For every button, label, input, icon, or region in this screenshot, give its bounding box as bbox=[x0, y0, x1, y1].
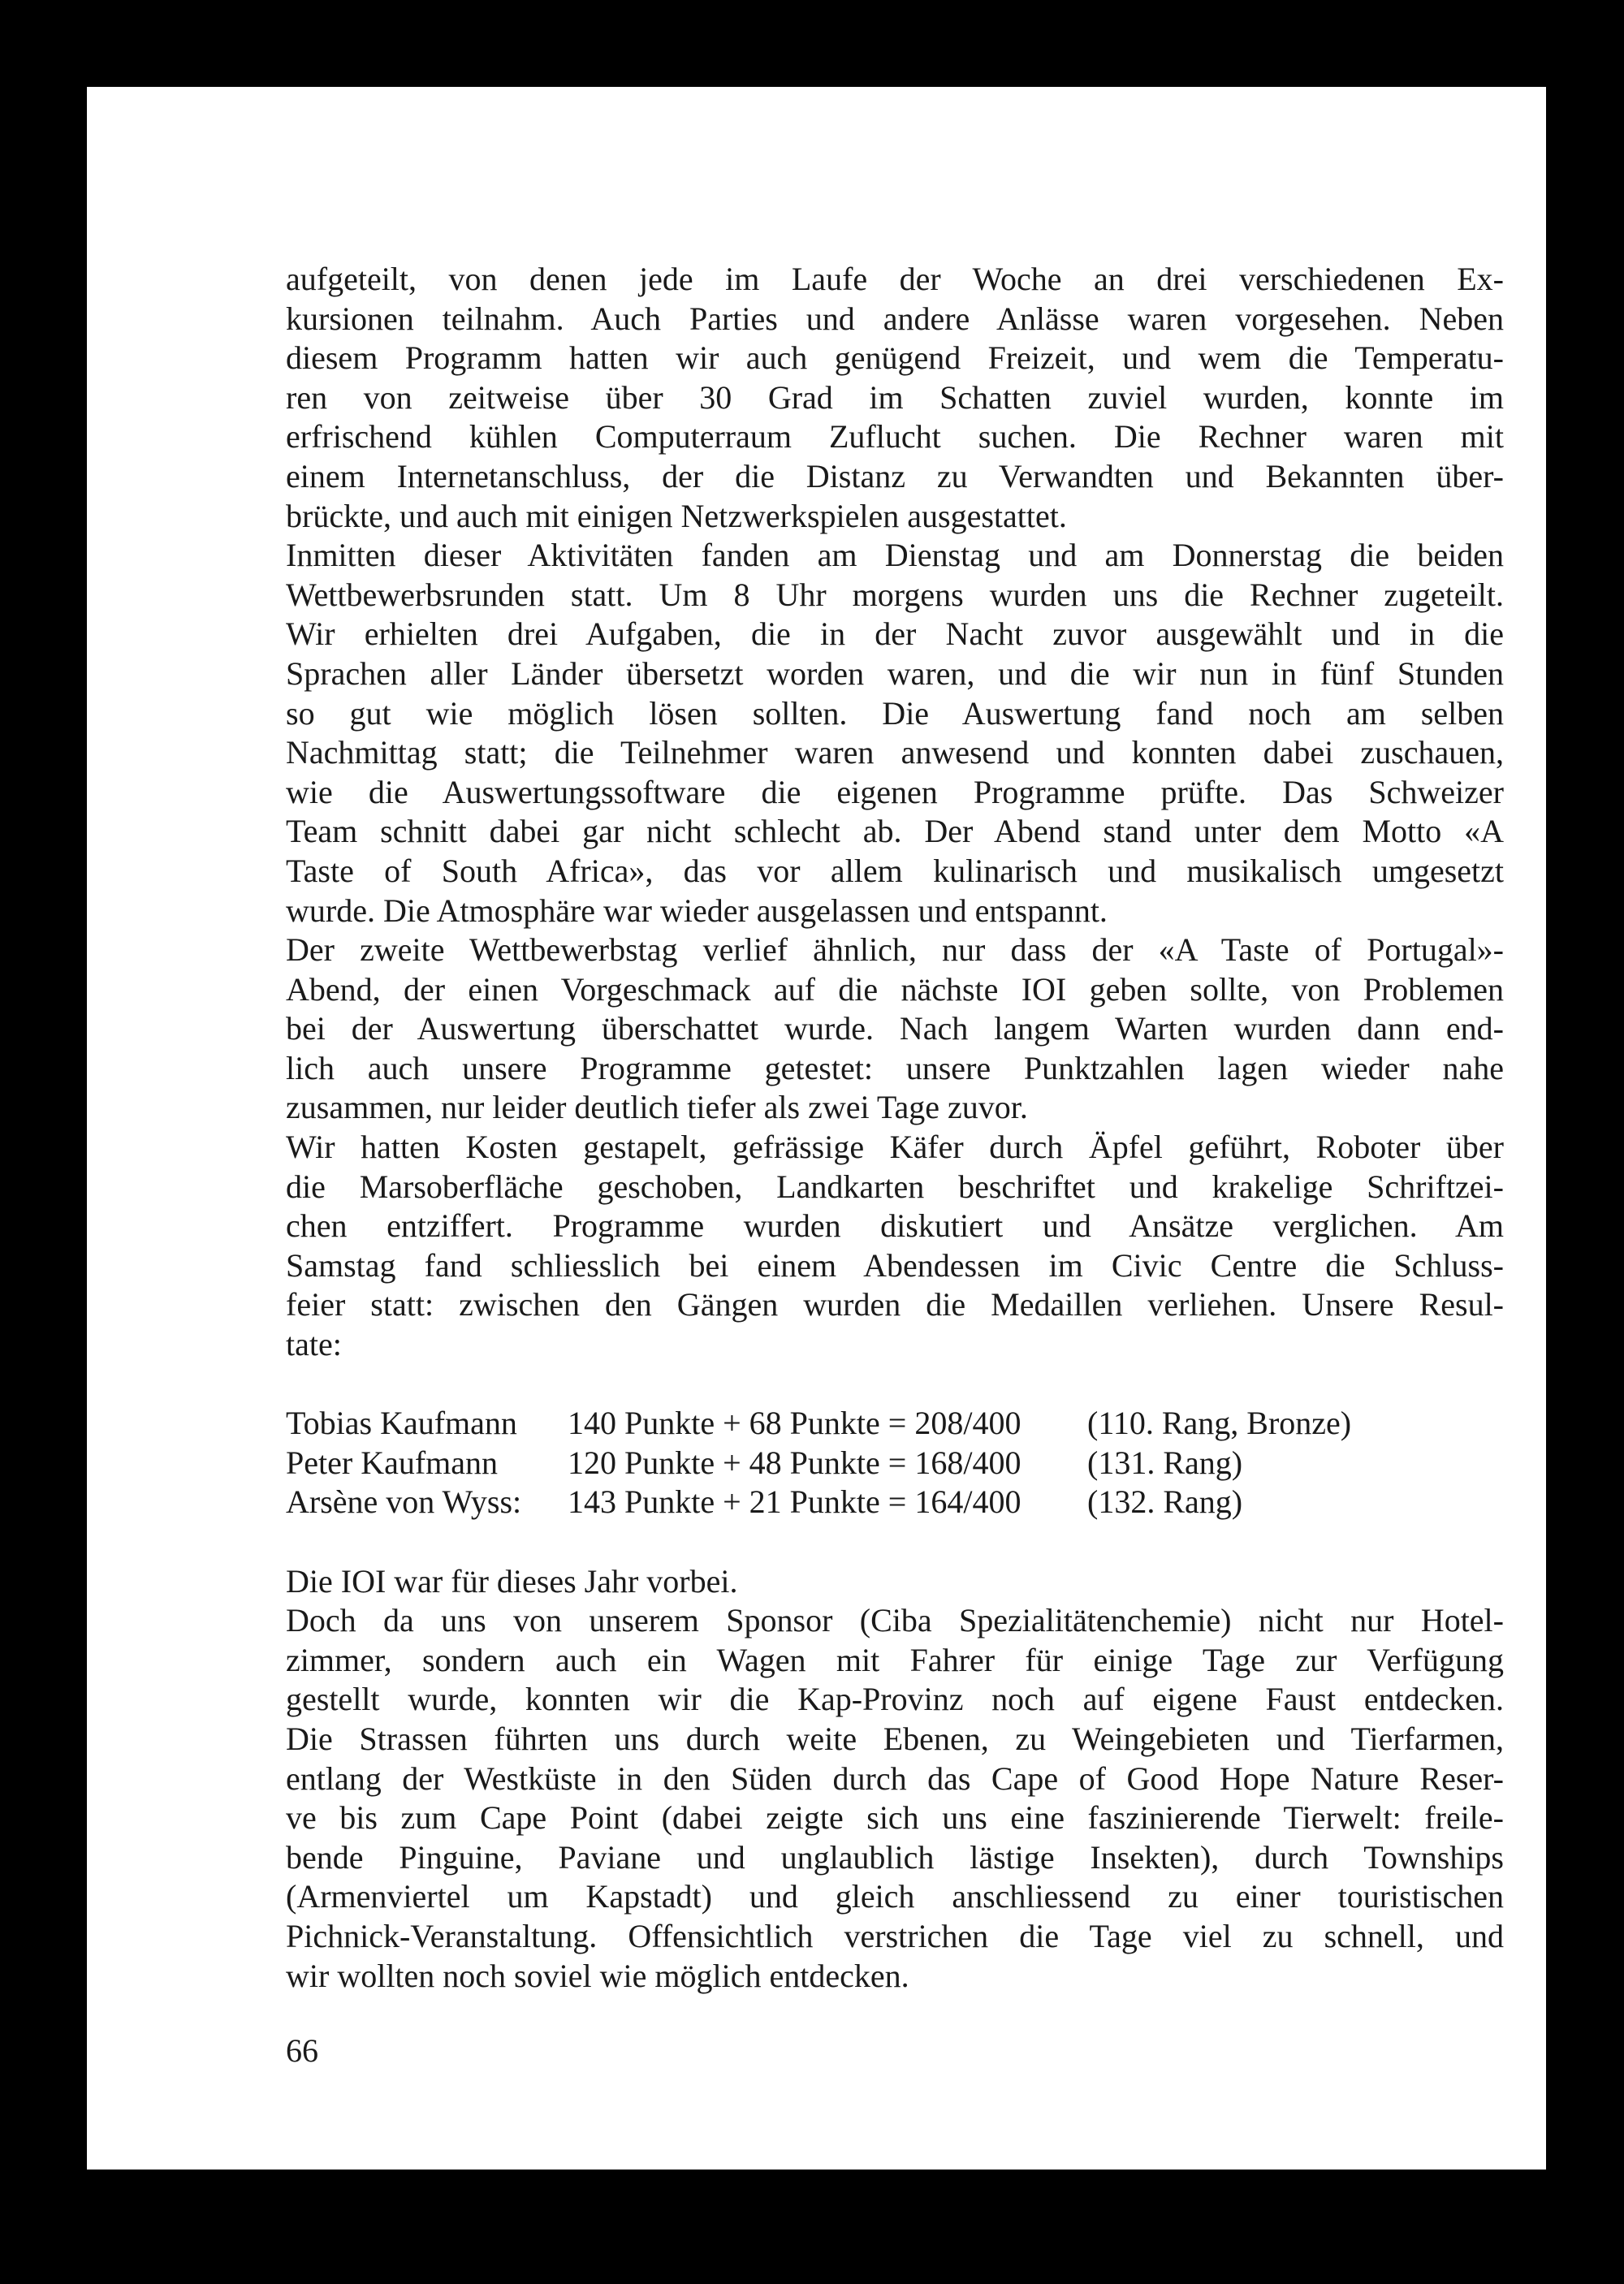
participant-name: Arsène von Wyss: bbox=[286, 1483, 522, 1521]
participant-points: 140 Punkte + 68 Punkte = 208/400 bbox=[568, 1405, 1021, 1442]
participant-name: Peter Kaufmann bbox=[286, 1444, 499, 1481]
blank-line bbox=[286, 1365, 1504, 1405]
participant-rank: (132. Rang) bbox=[1087, 1483, 1243, 1521]
text-line: ren von zeitweise über 30 Grad im Schatten zuviel wurden, konnte im bbox=[286, 378, 1504, 416]
text-line: Inmitten dieser Aktivitäten fanden am Dienstag und am Donnerstag die beiden bbox=[286, 537, 1504, 574]
text-line: Team schnitt dabei gar nicht schlecht ab. Der Abend stand unter dem Motto «A bbox=[286, 813, 1504, 850]
text-line: (Armenviertel um Kapstadt) und gleich anschliessend zu einer touristischen bbox=[286, 1878, 1504, 1915]
participant-rank: (110. Rang, Bronze) bbox=[1087, 1405, 1352, 1442]
participant-points: 120 Punkte + 48 Punkte = 168/400 bbox=[568, 1444, 1021, 1481]
result-row bbox=[286, 1444, 1504, 1483]
text-line: Wettbewerbsrunden statt. Um 8 Uhr morgens wurden uns die Rechner zugeteilt. bbox=[286, 576, 1504, 613]
text-line: tate: bbox=[286, 1326, 342, 1363]
paragraph-2 bbox=[286, 536, 1504, 930]
text-line: feier statt: zwischen den Gängen wurden die Medaillen verliehen. Unsere Resul- bbox=[286, 1286, 1504, 1323]
text-line: brückte, und auch mit einigen Netzwerkspielen ausgestattet. bbox=[286, 497, 1067, 534]
result-row bbox=[286, 1404, 1504, 1444]
text-line: zimmer, sondern auch ein Wagen mit Fahrer für einige Tage zur Verfügung bbox=[286, 1641, 1504, 1678]
text-line: bei der Auswertung überschattet wurde. Nach langem Warten wurden dann end- bbox=[286, 1010, 1504, 1047]
text-line: entlang der Westküste in den Süden durch das Cape of Good Hope Nature Reser- bbox=[286, 1759, 1504, 1797]
text-line: Die Strassen führten uns durch weite Ebenen, zu Weingebieten und Tierfarmen, bbox=[286, 1720, 1504, 1757]
text-line: diesem Programm hatten wir auch genügend Freizeit, und wem die Temperatu- bbox=[286, 339, 1504, 377]
text-line: Wir erhielten drei Aufgaben, die in der Nacht zuvor ausgewählt und in die bbox=[286, 615, 1504, 653]
page-body bbox=[286, 260, 1504, 1996]
text-line: Der zweite Wettbewerbstag verlief ähnlich, nur dass der «A Taste of Portugal»- bbox=[286, 931, 1504, 969]
text-line: Wir hatten Kosten gestapelt, gefrässige Käfer durch Äpfel geführt, Roboter über bbox=[286, 1129, 1504, 1166]
text-line: einem Internetanschluss, der die Distanz zu Verwandten und Bekannten über- bbox=[286, 457, 1504, 494]
text-line: wie die Auswertungssoftware die eigenen Programme prüfte. Das Schweizer bbox=[286, 773, 1504, 810]
text-line: wir wollten noch soviel wie möglich entdecken. bbox=[286, 1957, 909, 1994]
text-line: erfrischend kühlen Computerraum Zuflucht suchen. Die Rechner waren mit bbox=[286, 418, 1504, 456]
text-line: Die IOI war für dieses Jahr vorbei. bbox=[286, 1562, 738, 1600]
paragraph-4 bbox=[286, 1128, 1504, 1365]
text-line: Doch da uns von unserem Sponsor (Ciba Spezialitätenchemie) nicht nur Hotel- bbox=[286, 1602, 1504, 1639]
text-line: Pichnick-Veranstaltung. Offensichtlich verstrichen die Tage viel zu schnell, und bbox=[286, 1917, 1504, 1954]
text-line: aufgeteilt, von denen jede im Laufe der Woche an drei verschiedenen Ex- bbox=[286, 261, 1504, 297]
text-line: chen entziffert. Programme wurden diskutiert und Ansätze verglichen. Am bbox=[286, 1207, 1504, 1245]
paragraph-6 bbox=[286, 1601, 1504, 1996]
text-line: gestellt wurde, konnten wir die Kap-Provinz noch auf eigene Faust entdecken. bbox=[286, 1681, 1504, 1718]
text-line: so gut wie möglich lösen sollten. Die Auswertung fand noch am selben bbox=[286, 694, 1504, 732]
participant-points: 143 Punkte + 21 Punkte = 164/400 bbox=[568, 1483, 1021, 1521]
document-page bbox=[87, 87, 1546, 2170]
paragraph-3 bbox=[286, 930, 1504, 1128]
text-line: kursionen teilnahm. Auch Parties und andere Anlässe waren vorgesehen. Neben bbox=[286, 300, 1504, 337]
page-number: 66 bbox=[286, 2032, 318, 2069]
participant-rank: (131. Rang) bbox=[1087, 1444, 1243, 1481]
text-line: Samstag fand schliesslich bei einem Abendessen im Civic Centre die Schluss- bbox=[286, 1246, 1504, 1284]
text-line: ve bis zum Cape Point (dabei zeigte sich uns eine faszinierende Tierwelt: freile- bbox=[286, 1799, 1504, 1837]
text-line: wurde. Die Atmosphäre war wieder ausgelassen und entspannt. bbox=[286, 892, 1108, 929]
text-line: bende Pinguine, Paviane und unglaublich lästige Insekten), durch Townships bbox=[286, 1838, 1504, 1876]
text-line: Sprachen aller Länder übersetzt worden waren, und die wir nun in fünf Stunden bbox=[286, 654, 1504, 692]
text-line: Abend, der einen Vorgeschmack auf die nächste IOI geben sollte, von Problemen bbox=[286, 970, 1504, 1008]
text-line: zusammen, nur leider deutlich tiefer als zwei Tage zuvor. bbox=[286, 1089, 1028, 1126]
text-line: Nachmittag statt; die Teilnehmer waren anwesend und konnten dabei zuschauen, bbox=[286, 734, 1504, 771]
text-line: die Marsoberfläche geschoben, Landkarten beschriftet und krakelige Schriftzei- bbox=[286, 1168, 1504, 1205]
text-line: Taste of South Africa», das vor allem kulinarisch und musikalisch umgesetzt bbox=[286, 852, 1504, 889]
text-line: lich auch unsere Programme getestet: unsere Punktzahlen lagen wieder nahe bbox=[286, 1049, 1504, 1086]
blank-line bbox=[286, 1522, 1504, 1562]
result-row bbox=[286, 1483, 1504, 1522]
paragraph-1 bbox=[286, 260, 1504, 536]
results-table bbox=[286, 1404, 1504, 1522]
paragraph-5 bbox=[286, 1562, 1504, 1602]
participant-name: Tobias Kaufmann bbox=[286, 1405, 517, 1442]
